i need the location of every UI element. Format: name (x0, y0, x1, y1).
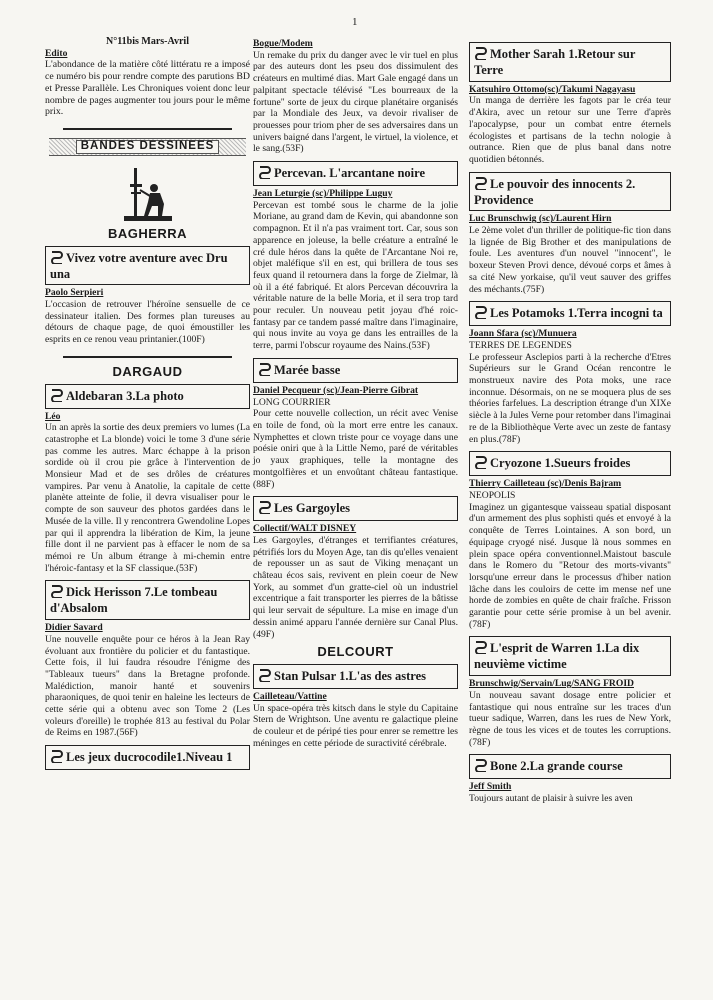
edito-issue: N°11bis Mars-Avril (106, 36, 189, 47)
review-credit: Collectif/WALT DISNEY (253, 523, 357, 535)
bagherra-logo-icon (45, 164, 250, 222)
review-text: Un manga de derrière les fagots par le créa teur d'Akira, avec un retour sur une Terre d'après l'apocalypse, pour un combat entre éternels écologistes et partisans de la techn nologie à outrance. Rien que de plus banal dans notre quotidien bétonnés. (469, 95, 671, 165)
review-credit: Bogue/Modem (253, 38, 313, 49)
review-title: L'esprit de Warren 1.La dix neuvième victime (474, 641, 640, 672)
review-credit: Didier Savard (45, 622, 103, 634)
book-icon (474, 305, 488, 322)
review-title: Aldebaran 3.La photo (66, 388, 184, 403)
review-title-box (253, 358, 458, 383)
review-title: Stan Pulsar 1.L'as des astres (274, 668, 426, 683)
book-icon (258, 668, 272, 685)
book-icon (50, 250, 64, 267)
review-title: Marée basse (274, 362, 341, 377)
review-title-box (469, 636, 671, 676)
book-icon (50, 388, 64, 405)
review-credit: Jean Leturgie (sc)/Philippe Luguy (253, 188, 393, 200)
review-text: Une nouvelle enquête pour ce héros à la Jean Ray évoluant aux frontière du policier et du fantastique. Cette fois, il lui faudra résoudre l'énigme des "Tableaux tueurs" dans la Bretagne profonde. Malédiction, manoir hanté et souvenirs pharaoniques, de quoi tenir en haleine les lecteurs de cette série qui a obtenu avec son Tome 2 (Les voleurs d'oreille) le trophée 813 au festival du Polar de Reims en 1987.(56F) (45, 633, 250, 739)
column-1 (45, 36, 250, 772)
review-title: Les jeux ducrocodile1.Niveau 1 (66, 750, 233, 765)
review-title-box (45, 246, 250, 286)
review-text: Imaginez un gigantesque vaisseau spatial disposant d'un armement des plus sophisti qués et envoyé à la conquête de Terres Lointaines. A son bord, un équipage cryogé nisé. Jusque là nous sommes en plein space opéra conventionnel.Maistout bascule dans le Romero du "Retour des morts-vivants" lorsqu'une erreur dans le processus d'hiber nation lâche dans les couloirs de cette im mense nef une horde de zombies en quête de chair fraîche. Frisson garantie pour cette série promise à un bel avenir.(78F) (469, 501, 671, 630)
book-icon (258, 362, 272, 379)
review-title-box (253, 161, 458, 186)
review-text: Un an après la sortie des deux premiers vo lumes (La catastrophe et La blonde) voici le tome 3 d'une série pas comme les autres. Marc échappe à la prison sordide où il crou pie grâce à l'intervention de Monsieur Mad et de ses drôles de créatures vampires. Par venu à Anatolie, la capitale de cette planète atteinte de folie, il devra visualiser pour le compte de son sauveur des photos gardées dans le Musée de la ville. Il y rencontrera Gwendoline Lopes par qui il apprendra la libération de Kim, la jeune fille dont il ne parvient pas à effacer le nom de sa mémoi re Un album étrange à mi-chemin entre l'héroic-fantasy et la SF classique.(53F) (45, 422, 250, 574)
review-credit: Joann Sfara (sc)/Munuera (469, 328, 577, 340)
review-title-box (45, 384, 250, 409)
review-title: Vivez votre aventure avec Dru una (50, 250, 228, 281)
divider (63, 128, 232, 130)
review-credit: Cailleteau/Vattine (253, 690, 327, 702)
review-text: Un space-opéra très kitsch dans le style du Capitaine Stern de Wrightson. Une aventu re galactique pleine de couleur et de péripé ties pour enrer se remettre les méninges en cette période de suractivité cérébrale. (253, 702, 458, 749)
edito-label: Edito (45, 47, 68, 59)
publisher-delcourt: DELCOURT (317, 644, 394, 660)
review-title: Percevan. L'arcantane noire (274, 166, 426, 181)
book-icon (474, 46, 488, 63)
review-collection: LONG COURRIER (253, 396, 331, 408)
book-icon (474, 455, 488, 472)
review-text: Pour cette nouvelle collection, un récit avec Venise en toile de fond, où la mort erre entre les canaux. Nymphettes et clown triste pour ce voyage dans une poésie oniri que à la Little Nemo, paré de véritables jo yaux graphiques, telle la montagne des montgolfières et un envoûtant château fantastique.(88F) (253, 408, 458, 490)
review-credit: Brunschwig/Servain/Lug/SANG FROID (469, 678, 634, 690)
column-3 (469, 36, 671, 805)
book-icon (258, 500, 272, 517)
review-credit: Daniel Pecqueur (sc)/Jean-Pierre Gibrat (253, 384, 419, 396)
review-title-box (469, 42, 671, 82)
section-banner (49, 138, 246, 156)
book-icon (50, 584, 64, 601)
review-title: Dick Herisson 7.Le tombeau d'Absalom (50, 585, 218, 616)
review-title: Bone 2.La grande course (490, 759, 623, 774)
book-icon (474, 758, 488, 775)
review-credit: Katsuhiro Ottomo(sc)/Takumi Nagayasu (469, 83, 636, 95)
review-title: Mother Sarah 1.Retour sur Terre (474, 47, 636, 77)
review-title-box (45, 580, 250, 620)
edito-text: L'abondance de la matière côté littératu re a imposé ce numéro bis pour rendre compte des parutions BD et Presse Parallèle. Les Chroniques voient donc leur nombre de pages augmenter tou jours pour le même prix. (45, 59, 250, 118)
review-title-box (469, 754, 671, 779)
review-text: Un nouveau savant dosage entre policier et fantastique qui nous entraîne sur les traces d'un tueur sadique, Warren, dans les rues de New York, règne de tous les vices et de toutes les corruptions.(78F) (469, 689, 671, 748)
book-icon (258, 165, 272, 182)
review-title-box (45, 745, 250, 770)
review-title: Les Potamoks 1.Terra incogni ta (490, 306, 663, 321)
review-title-box (469, 301, 671, 326)
review-text: Toujours autant de plaisir à suivre les aven (469, 793, 633, 805)
review-title-box (253, 664, 458, 689)
page-number: 1 (352, 16, 358, 28)
review-text: L'occasion de retrouver l'héroïne sensuelle de ce dessinateur italien. Des formes plan tureuses au détours de chaque page, de quoi émoustiller les esprits en ce renou veau printanier.(100F) (45, 299, 250, 346)
book-icon (474, 176, 488, 193)
review-text: Les Gargoyles, d'étranges et terrifiantes créatures, pétrifiés lors du Moyen Age, tan dis qu'elles venaient de repousser un as saut de Viking menaçant un château écos sais, revivent en plein coeur de New York, au sommet d'un gratte-ciel où un industriel excentrique a fait transporter les pierres de la bâtisse qui leur servait de sépulture. La mise en image d'un dessin animé apparu l'année dernière sur Canal Plus.(49F) (253, 534, 458, 640)
review-collection: TERRES DE LEGENDES (469, 339, 572, 351)
review-title: Cryozone 1.Sueurs froides (490, 456, 631, 471)
review-credit: Thierry Cailleteau (sc)/Denis Bajram (469, 478, 622, 490)
section-banner-label: BANDES DESSINEES (76, 140, 220, 154)
review-title-box (469, 172, 671, 212)
publisher-dargaud: DARGAUD (112, 363, 183, 379)
publisher-bagherra: BAGHERRA (107, 225, 188, 241)
review-credit: Léo (45, 410, 61, 422)
review-text: Le 2ème volet d'un thriller de politique-fic tion dans la lignée de Big Brother et des manipulations de foule. Les aventures d'un nouvel "innocent", le boxeur Steven Provi dence, dévoué corps et âmes à sa cité New yorkaise, qu'il veut sauver des griffes des méchants.(75F) (469, 225, 671, 295)
review-title-box (469, 451, 671, 476)
review-title: Le pouvoir des innocents 2. Providence (474, 176, 636, 207)
review-title-box (253, 496, 458, 521)
review-credit: Jeff Smith (469, 781, 512, 793)
review-text: Un remake du prix du danger avec le vir tuel en plus par des auteurs dont les pseu dos dissimulent des créateurs en multimé dias. Mart Gale engagé dans un palpitant spectacle télévisé "Les bourreaux de la fortune" sorte de jeux du cirque planétaire organisés par la Mondiale des Jeux, va devoir rivaliser de prouesses pour triom pher de ses adversaires dans un univers baigné dans l'argent, le virtuel, la violence, et le sang.(53F) (253, 49, 458, 155)
review-credit: Paolo Serpieri (45, 287, 104, 299)
divider (63, 356, 232, 358)
review-text: Percevan est tombé sous le charme de la jolie Moriane, au grand dam de Kevin, qui abandonne son compagnon. Et il n'a pas vraiment tort. Car, sous son apparence en joleuse, la belle créature a entraîné le cré dule héros dans la quête de l'Arcantane Noi re, objet maléfique s'il en est, qui brillera de tous ses feux quand il retournera dans la forge de Zielmar, là où il a été fabriqué. Et alors Percevan découvrira la véritable nature de la belle Moria, et il sera trop tard pour reculer. Un nouveau petit joyau d'hé roic-fantasy par ce tandem passé maître dans l'imaginaire, qui nous invite au voya ge dans les entrailles de la terre, parmi l'obscur royaume des Nains.(53F) (253, 199, 458, 352)
review-credit: Luc Brunschwig (sc)/Laurent Hirn (469, 213, 612, 225)
book-icon (474, 640, 488, 657)
review-title: Les Gargoyles (274, 501, 351, 516)
column-2 (253, 36, 458, 749)
review-collection: NEOPOLIS (469, 489, 516, 501)
review-text: Le professeur Asclepios parti à la recherche d'Etres Supérieurs sur le Grand Océan rencontre le monstrueux navire des Pota moks, une race inconnue. Désormais, on ne se moquera plus de ses théories farfelues. La description étrange d'un XIXe siècle à la Jules Verne pour retomber dans l'imaginai re de la Bibliothèque Verte avec un zeste de fantasy en plus.(78F) (469, 351, 671, 445)
book-icon (50, 749, 64, 766)
